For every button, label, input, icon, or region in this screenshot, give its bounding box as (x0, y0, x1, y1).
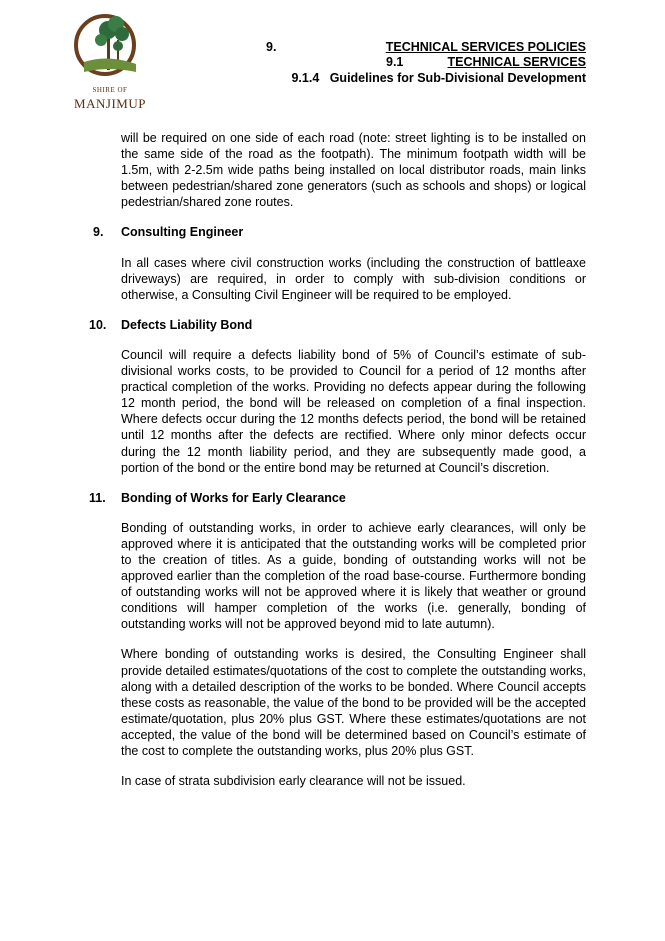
section-paragraph: In case of strata subdivision early clearance will not be issued. (121, 774, 466, 789)
section-heading-bonding-of-works (89, 490, 586, 506)
section-title: Defects Liability Bond (121, 317, 253, 332)
section-number: 10. (89, 317, 107, 332)
header-policy (291, 71, 586, 85)
shire-logo (70, 10, 150, 110)
header-section-number: 9. (266, 40, 277, 54)
section-paragraph: In all cases where civil construction works (including the construction of battleaxe driveways) are required, in order to comply with sub-division conditions or otherwise, a Consulting Civil Engineer will be required to be employed. (121, 255, 586, 302)
tree-emblem-icon (70, 10, 150, 90)
section-heading-consulting-engineer (93, 224, 586, 240)
section-title: Bonding of Works for Early Clearance (121, 490, 346, 505)
section-paragraph: Bonding of outstanding works, in order to achieve early clearances, will only be approved where it is anticipated that the outstanding works will be completed prior to the creation of titles. As a guide, bonding of outstanding works will not be approved earlier than the completion of the road base-course. Furthermore bonding of outstanding works will not be approved where it is likely that weather or ground conditions will hamper completion of the works (i.e. generally, bonding of outstanding works will not be approved beyond mid to late autumn). (121, 520, 586, 632)
section-paragraph: Where bonding of outstanding works is desired, the Consulting Engineer shall provide detailed estimates/quotations of the cost to complete the outstanding works, along with a detailed description of the works to be bonded. Where Council accepts these costs as reasonable, the value of the bond to be provided will be the accepted estimate/quotation, plus 20% plus GST. Where these estimates/quotations are not accepted, the value of the bond will be determined based on Council’s estimate of the cost to complete the outstanding works, plus 20% plus GST. (121, 647, 586, 758)
logo-shire-label: SHIRE OF (92, 86, 128, 94)
section-heading-defects-liability-bond (89, 317, 586, 333)
header-subsection-number: 9.1 (386, 55, 404, 69)
section-number: 11. (89, 490, 106, 505)
header-policy-title: 9.1.4 Guidelines for Sub-Divisional Development (291, 71, 586, 85)
section-number: 9. (93, 225, 104, 240)
header-subsection-title: TECHNICAL SERVICES (447, 55, 586, 69)
header-section-title: TECHNICAL SERVICES POLICIES (385, 40, 586, 54)
section-paragraph: Council will require a defects liability bond of 5% of Council’s estimate of sub-divisional works costs, to be provided to Council for a period of 12 months after practical completion of the works. Providing no defects appear during the following 12 month period, the bond will be released on completion of a final inspection. Where defects occur during the 12 months defects period, the bond will be retained until 12 months after the defects are rectified. Where only minor defects occur during the 12 month liability period, and they are subsequently made good, a portion of the bond or the entire bond may be returned at Council’s discretion. (121, 347, 586, 475)
logo-name: MANJIMUP (74, 96, 146, 111)
document-body (89, 130, 586, 789)
section-title: Consulting Engineer (121, 225, 244, 240)
intro-paragraph: will be required on one side of each road (note: street lighting is to be installed on the same side of the road as the footpath). The minimum footpath width will be 1.5m, with 2-2.5m wide paths being installed on local distributor roads, main links between pedestrian/shared zone generators (such as schools and shops) or logical pedestrian/shared zone routes. (121, 131, 586, 210)
